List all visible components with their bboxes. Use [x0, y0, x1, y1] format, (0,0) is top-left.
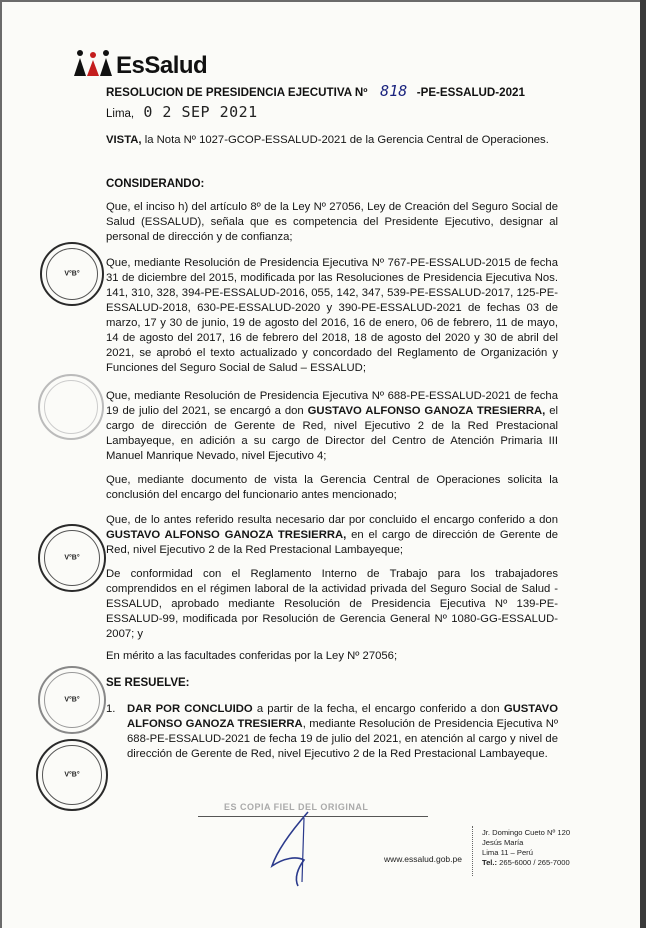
resolve-item: 1. DAR POR CONCLUIDO a partir de la fecha, el encargo conferido a don GUSTAVO ALFONSO GANOZA TRESIERRA, mediante Resolución de Presidencia Ejecutiva Nº 688-PE-ESSALUD-2021 de fecha 19 de julio del 2021, en atención al cargo y nivel de dirección de Gerente de Red, nivel Ejecutivo 2 de la Red Prestacional Lambayeque.: [106, 703, 558, 760]
family-logo-icon: [74, 56, 112, 76]
document-page: [2, 2, 640, 928]
paragraph-3: Que, mediante Resolución de Presidencia Ejecutiva Nº 688-PE-ESSALUD-2021 de fecha 19 de julio del 2021, se encargó a don GUSTAVO ALFONSO GANOZA TRESIERRA, el cargo de dirección de Gerente de Red, nivel Ejecutivo 2 de la Red Prestacional Lambayeque, en adición a su cargo de Director del Centro de Atención Primaria III Manuel Manrique Nevado, nivel Ejecutivo 4;: [106, 390, 558, 462]
date-stamp: 0 2 SEP 2021: [143, 103, 258, 121]
vista-paragraph: VISTA, la Nota Nº 1027-GCOP-ESSALUD-2021 de la Gerencia Central de Operaciones.: [106, 134, 549, 146]
gerencia-central-seal-icon: V°B°: [36, 739, 108, 811]
scan-edge: [640, 0, 646, 928]
footer-divider: [472, 826, 474, 876]
date-line: [106, 103, 258, 121]
vista-label: VISTA,: [106, 134, 142, 146]
paragraph-6: De conformidad con el Reglamento Interno de Trabajo para los trabajadores comprendidos en el régimen laboral de la actividad privada del Seguro Social de Salud - ESSALUD, aprobado mediante Resolución de Presidencia Ejecutiva Nº 139-PE-ESSALUD-99, modificada por Resolución de Gerencia General Nº 1080-GG-ESSALUD-2007; y: [106, 568, 558, 640]
essalud-logo: [74, 52, 207, 80]
paragraph-7: En mérito a las facultades conferidas por la Ley Nº 27056;: [106, 650, 398, 662]
presidencia-seal-icon: V°B°: [40, 242, 104, 306]
asesoria-seal-icon: V°B°: [38, 666, 106, 734]
footer-address: Jr. Domingo Cueto Nº 120 Jesús María Lima 11 – Perú Tel.: 265-6000 / 265-7000: [482, 828, 571, 867]
considerando-heading: CONSIDERANDO:: [106, 178, 205, 190]
paragraph-4: Que, mediante documento de vista la Gerencia Central de Operaciones solicita la conclusión del encargo del funcionario antes mencionado;: [106, 474, 558, 501]
place-label: Lima,: [106, 108, 135, 120]
website: www.essalud.gob.pe: [384, 854, 462, 864]
resolution-number: 818: [380, 82, 408, 100]
faint-seal-icon: [38, 374, 104, 440]
person-name: GUSTAVO ALFONSO GANOZA TRESIERRA,: [106, 529, 347, 541]
resolution-prefix: RESOLUCION DE PRESIDENCIA EJECUTIVA Nº: [106, 86, 368, 99]
paragraph-2: Que, mediante Resolución de Presidencia Ejecutiva Nº 767-PE-ESSALUD-2015 de fecha 31 de diciembre del 2015, modificada por las Resoluciones de Presidencia Ejecutiva Nos. 141, 310, 328, 394-PE-ESSALUD-2016, 055, 142, 347, 539-PE-ESSALUD-2017, 125-PE-ESSALUD-2018, 630-PE-ESSALUD-2020 y 390-PE-ESSALUD-2021 de fechas 03 de marzo, 17 y 30 de junio, 19 de agosto del 2016, 16 de enero, 06 de febrero, 11 de mayo, 14 de agosto del 2017, 16 de febrero del 2018, 18 de agosto del 2020 y 30 de abril del 2021, se aprobó el texto actualizado y concordado del Reglamento de Organización y Funciones del Seguro Social de Salud – ESSALUD;: [106, 257, 558, 374]
gerente-seal-icon: V°B°: [38, 524, 106, 592]
signature-icon: [264, 808, 324, 888]
resolution-title: [106, 82, 525, 100]
person-name: GUSTAVO ALFONSO GANOZA TRESIERRA,: [307, 405, 546, 417]
copy-stamp: ES COPIA FIEL DEL ORIGINAL: [224, 802, 369, 812]
paragraph-1: Que, el inciso h) del artículo 8º de la Ley Nº 27056, Ley de Creación del Seguro Social de Salud (ESSALUD), señala que es competencia del Presidente Ejecutivo, designar al personal de dirección y de confianza;: [106, 201, 558, 243]
resolution-suffix: -PE-ESSALUD-2021: [416, 86, 525, 99]
logo-text: EsSalud: [116, 52, 208, 79]
resuelve-heading: SE RESUELVE:: [106, 677, 190, 689]
paragraph-5: Que, de lo antes referido resulta necesario dar por concluido el encargo conferido a don GUSTAVO ALFONSO GANOZA TRESIERRA, en el cargo de dirección de Gerente de Red, nivel Ejecutivo 2 de la Red Prestacional Lambayeque;: [106, 514, 559, 556]
item-number: 1.: [106, 703, 116, 715]
